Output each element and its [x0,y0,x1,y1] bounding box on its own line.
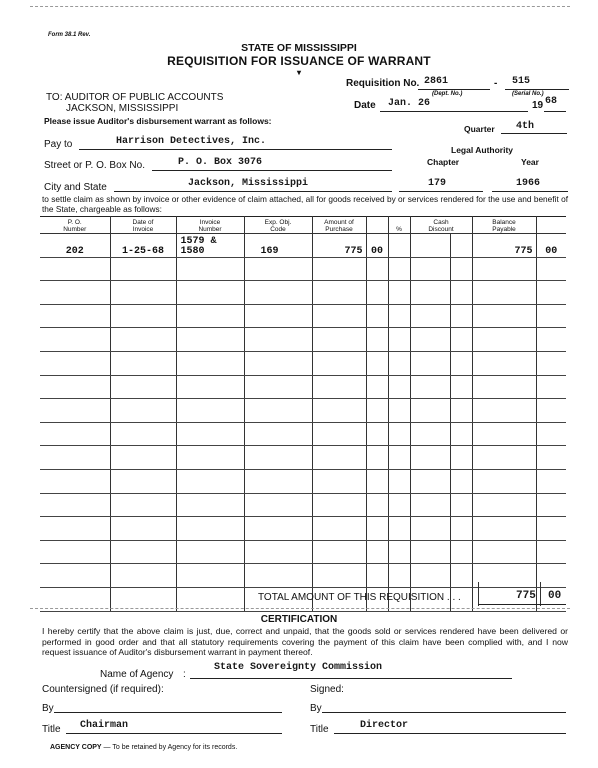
serial-number: 515 [512,76,531,87]
form-title: REQUISITION FOR ISSUANCE OF WARRANT [167,54,431,68]
year-prefix: 19 [532,100,544,111]
perforation-top [30,6,570,7]
table-row [40,517,566,541]
city-label: City and State [44,182,107,193]
title-label-left: Title [42,724,61,735]
agency-value: State Sovereignty Commission [214,662,383,673]
serial-caption: (Serial No.) [512,91,544,97]
year-label: Year [521,157,539,167]
col-exp-code: Exp. Obj. Code [244,217,312,234]
chapter-value: 179 [428,178,447,189]
pay-to-label: Pay to [44,139,73,150]
total-dollars: 775 [516,590,536,602]
by-label-right: By [310,703,322,714]
street-label: Street or P. O. Box No. [44,160,145,171]
row-po: 202 [40,234,110,258]
table-row [40,281,566,305]
year-suffix: 68 [545,96,558,107]
settle-text: to settle claim as shown by invoice or other evidence of claim attached, all for goods received by or services rendered for the use and benefit of the State, chargeable as follows: [42,194,568,214]
quarter-value: 4th [516,121,535,132]
table-row [40,304,566,328]
state-heading: STATE OF MISSISSIPPI [241,42,357,54]
table-row [40,351,566,375]
row-code: 169 [244,234,312,258]
row-amount-cents: 00 [366,234,388,258]
row-balance: 775 [472,234,536,258]
dept-number: 2861 [424,76,449,87]
col-invoice-date: Date of Invoice [110,217,176,234]
row-amount: 775 [312,234,366,258]
footer-note: AGENCY COPY — To be retained by Agency for its records. [50,744,238,751]
col-cash-discount: Cash Discount [410,217,472,234]
form-id: Form 38.1 Rev. [48,32,91,38]
certification-title: CERTIFICATION [260,614,338,625]
row-balance-cents: 00 [536,234,566,258]
to-line-1: TO: AUDITOR OF PUBLIC ACCOUNTS [46,92,224,103]
title-mark: ▾ [297,68,302,77]
table-row [40,493,566,517]
table-row [40,564,566,588]
instruction: Please issue Auditor's disbursement warrant as follows: [44,116,272,126]
quarter-label: Quarter [464,124,495,134]
col-invoice-number: Invoice Number [176,217,244,234]
payee-name: Harrison Detectives, Inc. [116,136,267,147]
by-label-left: By [42,703,54,714]
legal-authority-label: Legal Authority [451,145,514,155]
col-amount-cents [366,217,388,234]
col-po-number: P. O. Number [40,217,110,234]
dept-caption: (Dept. No.) [432,91,463,97]
claim-table [40,216,566,612]
chapter-label: Chapter [427,157,460,167]
table-row [40,234,566,258]
year-value: 1966 [516,178,541,189]
title-right-value: Director [360,720,409,731]
table-row [40,540,566,564]
table-row [40,328,566,352]
row-date: 1-25-68 [110,234,176,258]
table-row [40,399,566,423]
title-left-value: Chairman [80,720,129,731]
table-row [40,422,566,446]
col-percent: % [388,217,410,234]
table-row [40,375,566,399]
title-label-right: Title [310,724,329,735]
certification-text: I hereby certify that the above claim is just, due, correct and unpaid, that the goods sold or services rendered have been delivered or performed in good order and that all statutory requirements covering the payment of this claim have been complied with, and I now request issuance of Auditor's disbursement warrant in payment thereof. [42,626,568,657]
col-amount: Amount of Purchase [312,217,366,234]
agency-label: Name of Agency [100,669,174,680]
countersigned-label: Countersigned (if required): [42,684,164,695]
to-line-2: JACKSON, MISSISSIPPI [66,103,179,114]
date-value: Jan. 26 [388,98,431,109]
total-label: TOTAL AMOUNT OF THIS REQUISITION . . . [258,592,461,603]
table-row [40,469,566,493]
table-row [40,446,566,470]
total-cents: 00 [548,590,562,602]
city-value: Jackson, Mississippi [188,178,309,189]
date-label: Date [354,100,376,111]
row-invoice: 1579 & 1580 [176,234,244,258]
col-balance-cents [536,217,566,234]
col-balance: Balance Payable [472,217,536,234]
requisition-label: Requisition No. [346,78,420,89]
street-value: P. O. Box 3076 [178,157,263,168]
table-row [40,257,566,281]
perforation-middle [30,608,570,609]
signed-label: Signed: [310,684,344,695]
